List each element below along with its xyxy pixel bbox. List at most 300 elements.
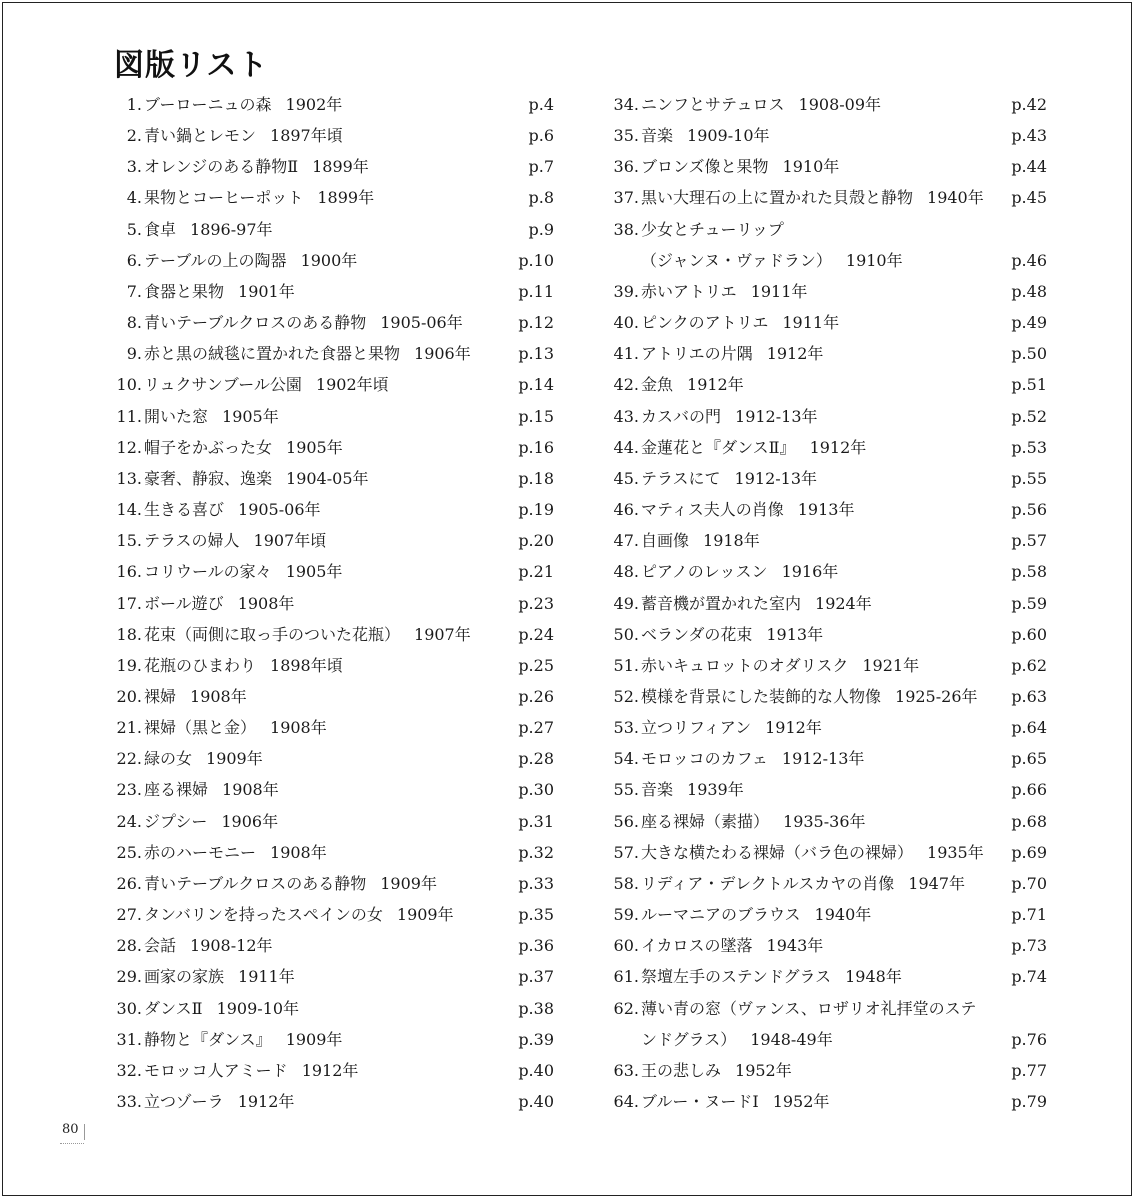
item-year: 1913年 — [797, 500, 855, 520]
item-year: 1905年 — [285, 562, 343, 582]
list-item — [114, 743, 554, 774]
list-item — [611, 993, 1047, 1024]
list-item — [114, 182, 554, 213]
item-year: 1912年 — [301, 1060, 359, 1080]
list-item — [114, 619, 554, 650]
item-year: 1910年 — [782, 157, 840, 177]
item-number: 53. — [613, 718, 639, 738]
item-title: 座る裸婦 — [144, 780, 209, 800]
item-number: 47. — [613, 531, 639, 551]
list-item — [611, 338, 1047, 369]
item-page: p.31 — [518, 811, 554, 831]
list-item — [611, 401, 1047, 432]
item-page: p.71 — [1011, 905, 1047, 925]
item-title: 蓄音機が置かれた室内 — [641, 593, 802, 613]
item-page: p.74 — [1011, 967, 1047, 987]
list-item — [611, 463, 1047, 494]
item-year: 1899年 — [312, 157, 369, 177]
list-item — [114, 245, 554, 276]
list-item — [114, 1055, 554, 1086]
item-year: 1908年 — [222, 780, 279, 800]
list-item — [611, 1055, 1047, 1086]
item-page: p.57 — [1011, 531, 1047, 551]
item-title: 裸婦 — [144, 686, 177, 706]
item-number: 31. — [116, 1029, 142, 1049]
list-item — [611, 650, 1047, 681]
list-item — [114, 525, 554, 556]
list-item — [114, 930, 554, 961]
item-page: p.10 — [518, 250, 554, 270]
item-year: 1900年 — [300, 250, 358, 270]
item-page: p.77 — [1011, 1060, 1047, 1080]
item-page: p.51 — [1011, 375, 1047, 395]
item-year: 1898年頃 — [270, 655, 343, 675]
item-number: 54. — [613, 749, 639, 769]
item-title: ンドグラス） — [641, 1029, 737, 1049]
item-year: 1909年 — [380, 873, 437, 893]
item-year: 1908年 — [270, 718, 327, 738]
list-item — [114, 868, 554, 899]
item-title: ニンフとサテュロス — [641, 95, 785, 114]
item-title: 食器と果物 — [144, 281, 225, 301]
item-year: 1916年 — [781, 562, 839, 582]
list-item — [611, 961, 1047, 992]
list-item — [114, 806, 554, 837]
item-title: 果物とコーヒーポット — [144, 188, 304, 208]
item-number: 52. — [613, 686, 639, 706]
item-page: p.7 — [528, 157, 554, 177]
item-title: 裸婦（黒と金） — [144, 718, 257, 738]
item-year: 1940年 — [927, 188, 984, 208]
item-number: 34. — [613, 95, 639, 114]
list-item — [611, 307, 1047, 338]
item-year: 1909年 — [396, 905, 454, 925]
item-year: 1912-13年 — [781, 749, 865, 769]
item-number: 21. — [116, 718, 142, 738]
item-title: 赤いアトリエ — [641, 281, 737, 301]
item-title: ボール遊び — [144, 593, 224, 613]
page-number-tick — [84, 1124, 85, 1140]
item-number: 51. — [613, 655, 639, 675]
item-number: 3. — [126, 157, 142, 177]
item-title: アトリエの片隅 — [641, 344, 753, 364]
item-year: 1902年頃 — [315, 375, 389, 395]
item-title: 王の悲しみ — [641, 1060, 722, 1080]
page-number-rule — [60, 1143, 84, 1144]
item-title: 少女とチューリップ — [641, 219, 784, 239]
item-year: 1909年 — [206, 749, 263, 769]
item-page: p.32 — [518, 842, 554, 862]
item-title: イカロスの墜落 — [641, 936, 753, 956]
list-item — [611, 120, 1047, 151]
list-item — [611, 245, 1047, 276]
item-page: p.39 — [518, 1029, 554, 1049]
list-item — [114, 588, 554, 619]
item-number: 38. — [613, 219, 639, 239]
item-title: 帽子をかぶった女 — [144, 437, 273, 457]
item-year: 1912-13年 — [735, 406, 818, 426]
item-title: ルーマニアのブラウス — [641, 905, 801, 925]
item-title: リディア・デレクトルスカヤの肖像 — [641, 873, 895, 893]
item-number: 41. — [613, 344, 639, 364]
list-item — [611, 806, 1047, 837]
item-year: 1908-09年 — [798, 95, 882, 114]
item-year: 1908年 — [270, 842, 327, 862]
item-number: 37. — [613, 188, 639, 208]
item-year: 1912年 — [765, 718, 822, 738]
list-item — [611, 619, 1047, 650]
list-item — [114, 120, 554, 151]
list-item — [611, 214, 1047, 245]
item-page: p.66 — [1011, 780, 1047, 800]
list-item — [114, 712, 554, 743]
item-number: 40. — [613, 313, 639, 333]
item-year: 1906年 — [414, 344, 471, 364]
item-year: 1940年 — [814, 905, 872, 925]
item-year: 1905-06年 — [238, 500, 321, 520]
item-page: p.19 — [518, 500, 554, 520]
item-page: p.56 — [1011, 500, 1047, 520]
item-title: タンバリンを持ったスペインの女 — [144, 905, 383, 925]
item-page: p.6 — [528, 126, 554, 146]
item-page: p.68 — [1011, 811, 1047, 831]
list-item — [114, 774, 554, 805]
item-year: 1952年 — [772, 1092, 830, 1111]
item-year: 1908年 — [237, 593, 295, 613]
item-page: p.40 — [518, 1092, 554, 1111]
item-page: p.36 — [518, 936, 554, 956]
item-page: p.62 — [1011, 655, 1047, 675]
list-item — [611, 837, 1047, 868]
item-page: p.30 — [518, 780, 554, 800]
list-item — [114, 307, 554, 338]
page-number: 80 — [62, 1122, 79, 1137]
item-number: 13. — [116, 468, 142, 488]
item-title: 音楽 — [641, 126, 674, 146]
list-item — [114, 463, 554, 494]
item-year: 1902年 — [285, 95, 343, 114]
list-item — [114, 681, 554, 712]
item-page: p.48 — [1011, 281, 1047, 301]
list-item — [611, 432, 1047, 463]
list-item — [611, 681, 1047, 712]
item-number: 59. — [613, 905, 639, 925]
item-number: 50. — [613, 624, 639, 644]
item-page: p.79 — [1011, 1092, 1047, 1111]
list-item — [114, 369, 554, 400]
item-number: 30. — [116, 998, 142, 1018]
item-page: p.40 — [518, 1060, 554, 1080]
item-number: 32. — [116, 1060, 142, 1080]
item-title: カスバの門 — [641, 406, 722, 426]
item-number: 5. — [126, 219, 142, 239]
item-page: p.52 — [1011, 406, 1047, 426]
item-title: 豪奢、静寂、逸楽 — [144, 468, 273, 488]
item-number: 2. — [126, 126, 142, 146]
item-number: 18. — [116, 624, 142, 644]
item-title: 立つリフィアン — [641, 718, 752, 738]
item-title: 自画像 — [641, 531, 690, 551]
item-year: 1909-10年 — [687, 126, 770, 146]
item-year: 1908年 — [190, 686, 247, 706]
list-item — [114, 214, 554, 245]
item-number: 7. — [126, 281, 142, 301]
item-year: 1912年 — [237, 1092, 295, 1111]
item-title: 花瓶のひまわり — [144, 655, 257, 675]
item-number: 61. — [613, 967, 639, 987]
list-item — [611, 556, 1047, 587]
item-page: p.65 — [1011, 749, 1047, 769]
list-item — [114, 1024, 554, 1055]
item-title: 花束（両側に取っ手のついた花瓶） — [144, 624, 401, 644]
item-title: 金魚 — [641, 375, 674, 395]
item-page: p.21 — [518, 562, 554, 582]
list-item — [611, 868, 1047, 899]
item-title: 薄い青の窓（ヴァンス、ロザリオ礼拝堂のステ — [641, 998, 977, 1018]
item-number: 14. — [116, 500, 142, 520]
item-page: p.11 — [518, 281, 554, 301]
item-page: p.58 — [1011, 562, 1047, 582]
item-number: 39. — [613, 281, 639, 301]
item-number: 19. — [116, 655, 142, 675]
item-year: 1905年 — [222, 406, 279, 426]
item-page: p.26 — [518, 686, 554, 706]
list-item — [611, 712, 1047, 743]
item-number: 23. — [116, 780, 142, 800]
list-item — [611, 1024, 1047, 1055]
item-year: 1901年 — [238, 281, 295, 301]
item-title: テーブルの上の陶器 — [144, 250, 287, 270]
item-number: 48. — [613, 562, 639, 582]
list-item — [114, 993, 554, 1024]
item-title: ブルー・ヌードⅠ — [641, 1092, 759, 1111]
list-item — [611, 899, 1047, 930]
item-page: p.38 — [518, 998, 554, 1018]
item-title: 赤のハーモニー — [144, 842, 257, 862]
item-page: p.13 — [518, 344, 554, 364]
item-year: 1952年 — [735, 1060, 792, 1080]
item-year: 1912年 — [687, 375, 744, 395]
item-year: 1908-12年 — [190, 936, 273, 956]
item-page: p.33 — [518, 873, 554, 893]
item-year: 1939年 — [687, 780, 744, 800]
item-page: p.64 — [1011, 718, 1047, 738]
item-number: 45. — [613, 468, 639, 488]
list-item — [611, 494, 1047, 525]
item-number: 36. — [613, 157, 639, 177]
item-number: 63. — [613, 1060, 639, 1080]
item-year: 1912年 — [766, 344, 824, 364]
list-item — [114, 338, 554, 369]
item-title: テラスの婦人 — [144, 531, 240, 551]
item-number: 25. — [116, 842, 142, 862]
item-page: p.44 — [1011, 157, 1047, 177]
item-title: ピアノのレッスン — [641, 562, 768, 582]
item-number: 60. — [613, 936, 639, 956]
item-page: p.70 — [1011, 873, 1047, 893]
item-title: 赤と黒の絨毯に置かれた食器と果物 — [144, 344, 401, 364]
item-year: 1907年 — [414, 624, 471, 644]
item-title: 青いテーブルクロスのある静物 — [144, 313, 367, 333]
item-number: 26. — [116, 873, 142, 893]
item-year: 1935-36年 — [783, 811, 866, 831]
list-item — [114, 276, 554, 307]
item-number: 62. — [613, 998, 639, 1018]
item-title: 緑の女 — [144, 749, 193, 769]
item-title: テラスにて — [641, 468, 721, 488]
item-page: p.16 — [518, 437, 554, 457]
item-number: 57. — [613, 842, 639, 862]
list-item — [114, 494, 554, 525]
item-number: 12. — [116, 437, 142, 457]
item-title: 青い鍋とレモン — [144, 126, 257, 146]
item-year: 1912-13年 — [734, 468, 818, 488]
item-year: 1948-49年 — [750, 1029, 833, 1049]
item-page: p.14 — [518, 375, 554, 395]
list-item — [611, 930, 1047, 961]
item-number: 6. — [126, 250, 142, 270]
item-page: p.23 — [518, 593, 554, 613]
item-title: 赤いキュロットのオダリスク — [641, 655, 849, 675]
item-year: 1943年 — [766, 936, 824, 956]
item-title: オレンジのある静物Ⅱ — [144, 157, 299, 177]
item-page: p.35 — [518, 905, 554, 925]
item-title: 食卓 — [144, 219, 177, 239]
item-page: p.12 — [518, 313, 554, 333]
item-number: 33. — [116, 1092, 142, 1111]
item-page: p.59 — [1011, 593, 1047, 613]
item-title: 座る裸婦（素描） — [641, 811, 770, 831]
list-item — [114, 432, 554, 463]
item-title: コリウールの家々 — [144, 562, 272, 582]
item-year: 1905年 — [286, 437, 343, 457]
item-page: p.73 — [1011, 936, 1047, 956]
item-year: 1904-05年 — [286, 468, 369, 488]
item-page: p.9 — [528, 219, 554, 239]
item-title: 模様を背景にした装飾的な人物像 — [641, 686, 882, 706]
list-item — [611, 151, 1047, 182]
list-item — [611, 743, 1047, 774]
item-page: p.76 — [1011, 1029, 1047, 1049]
list-item — [114, 961, 554, 992]
item-page: p.24 — [518, 624, 554, 644]
item-page: p.63 — [1011, 686, 1047, 706]
item-year: 1906年 — [221, 811, 279, 831]
list-item — [611, 774, 1047, 805]
item-number: 10. — [116, 375, 142, 395]
item-title: 立つゾーラ — [144, 1092, 224, 1111]
item-page: p.42 — [1011, 95, 1047, 114]
item-number: 17. — [116, 593, 142, 613]
item-title: ブーローニュの森 — [144, 95, 272, 114]
item-title: 黒い大理石の上に置かれた貝殻と静物 — [641, 188, 914, 208]
item-number: 49. — [613, 593, 639, 613]
item-year: 1935年 — [927, 842, 984, 862]
item-number: 11. — [116, 406, 142, 426]
item-page: p.45 — [1011, 188, 1047, 208]
item-title: ベランダの花束 — [641, 624, 753, 644]
item-title: 金蓮花と『ダンスⅡ』 — [641, 437, 796, 457]
item-year: 1918年 — [703, 531, 760, 551]
item-title: 開いた窓 — [144, 406, 209, 426]
list-item — [114, 837, 554, 868]
item-title: 音楽 — [641, 780, 674, 800]
list-item — [114, 899, 554, 930]
item-title: 祭壇左手のステンドグラス — [641, 967, 832, 987]
item-number: 44. — [613, 437, 639, 457]
item-year: 1910年 — [845, 250, 903, 270]
item-year: 1912年 — [809, 437, 867, 457]
item-number: 42. — [613, 375, 639, 395]
item-page: p.49 — [1011, 313, 1047, 333]
item-year: 1924年 — [815, 593, 872, 613]
item-number: 22. — [116, 749, 142, 769]
item-number: 29. — [116, 967, 142, 987]
item-title: ブロンズ像と果物 — [641, 157, 769, 177]
item-title: 青いテーブルクロスのある静物 — [144, 873, 367, 893]
item-page: p.8 — [528, 188, 554, 208]
item-page: p.27 — [518, 718, 554, 738]
list-item — [611, 89, 1047, 120]
item-year: 1925-26年 — [895, 686, 978, 706]
item-title: マティス夫人の肖像 — [641, 500, 784, 520]
right-column — [611, 89, 1047, 1117]
list-item — [611, 182, 1047, 213]
item-title: 生きる喜び — [144, 500, 225, 520]
item-title: リュクサンブール公園 — [144, 375, 302, 395]
list-item — [611, 525, 1047, 556]
item-number: 9. — [126, 344, 142, 364]
item-number: 1. — [126, 95, 142, 114]
item-page: p.43 — [1011, 126, 1047, 146]
item-page: p.60 — [1011, 624, 1047, 644]
item-number: 28. — [116, 936, 142, 956]
item-page: p.55 — [1011, 468, 1047, 488]
list-item — [114, 401, 554, 432]
item-title: ダンスⅡ — [144, 998, 203, 1018]
item-number: 46. — [613, 500, 639, 520]
list-item — [611, 1086, 1047, 1117]
list-item — [114, 89, 554, 120]
item-number: 4. — [126, 188, 142, 208]
item-year: 1947年 — [908, 873, 966, 893]
list-item — [114, 151, 554, 182]
item-page: p.18 — [518, 468, 554, 488]
page-title: 図版リスト — [114, 48, 269, 83]
item-page: p.28 — [518, 749, 554, 769]
item-year: 1911年 — [750, 281, 808, 301]
item-title: 画家の家族 — [144, 967, 225, 987]
item-number: 16. — [116, 562, 142, 582]
item-title: 大きな横たわる裸婦（バラ色の裸婦） — [641, 842, 914, 862]
left-column — [114, 89, 554, 1117]
item-year: 1899年 — [317, 188, 375, 208]
list-item — [114, 650, 554, 681]
item-year: 1921年 — [862, 655, 920, 675]
item-year: 1909年 — [285, 1029, 343, 1049]
item-number: 55. — [613, 780, 639, 800]
item-year: 1911年 — [238, 967, 295, 987]
item-year: 1948年 — [845, 967, 902, 987]
item-year: 1905-06年 — [380, 313, 463, 333]
item-number: 56. — [613, 811, 639, 831]
item-year: 1907年頃 — [253, 531, 327, 551]
item-number: 58. — [613, 873, 639, 893]
item-year: 1909-10年 — [216, 998, 300, 1018]
item-title: （ジャンヌ・ヴァドラン） — [641, 250, 832, 270]
list-item — [611, 588, 1047, 619]
list-item — [114, 556, 554, 587]
